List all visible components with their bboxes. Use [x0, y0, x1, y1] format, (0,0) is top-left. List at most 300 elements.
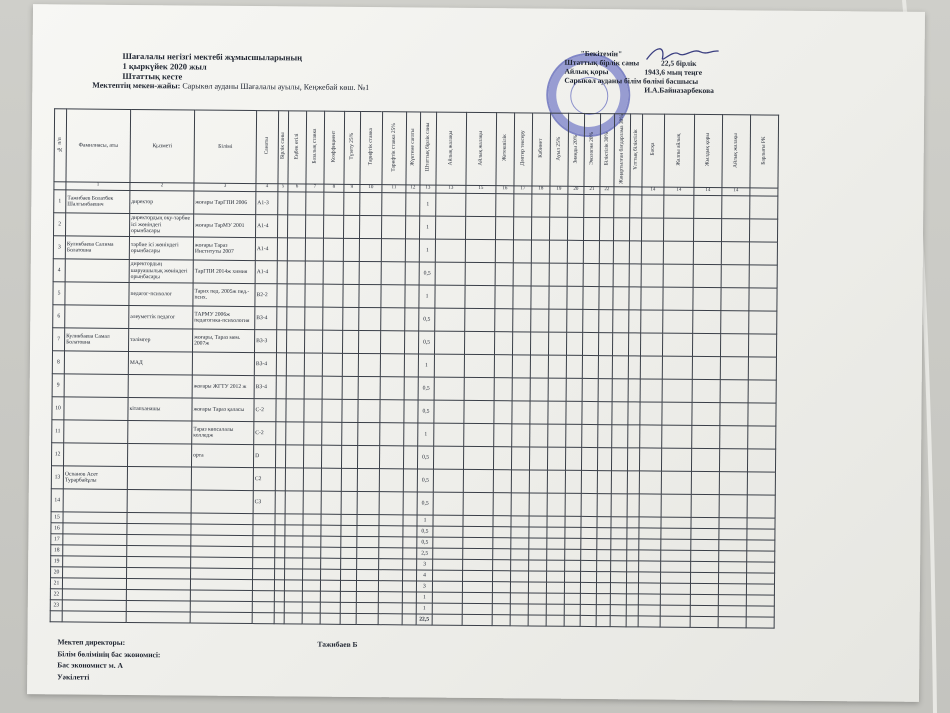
cell — [463, 570, 493, 581]
cell — [531, 240, 549, 263]
cell — [663, 218, 693, 241]
cell-category: В2-2 — [255, 284, 277, 307]
cell-name — [64, 351, 128, 375]
cell — [342, 399, 358, 422]
column-index-cell: 8 — [324, 184, 344, 192]
cell — [341, 468, 357, 491]
cell-position — [126, 579, 190, 591]
cell — [567, 286, 583, 309]
cell-n: 4 — [53, 259, 65, 282]
cell — [549, 240, 567, 263]
cell — [691, 539, 719, 550]
cell — [548, 378, 566, 401]
cell-position: директордың шаруашылық жөніндегі орынбасары — [129, 260, 193, 284]
cell — [275, 569, 285, 580]
cell — [322, 376, 342, 399]
cell — [693, 287, 721, 310]
cell — [465, 285, 495, 308]
cell-education: жоғары ТарМУ 2001 — [194, 214, 256, 238]
cell — [566, 424, 582, 447]
cell-name — [62, 589, 126, 601]
cell — [341, 536, 357, 547]
cell — [660, 583, 690, 594]
cell-position — [127, 524, 191, 536]
column-index-cell — [54, 182, 66, 190]
cell-name — [65, 259, 129, 283]
cell — [465, 239, 495, 262]
cell — [511, 538, 529, 549]
cell — [661, 517, 691, 528]
cell-education: Тарих пед. 2005ж пед.-псих. — [193, 283, 255, 307]
cell — [546, 604, 564, 615]
cell — [748, 403, 776, 426]
cell — [304, 376, 322, 399]
cell — [565, 538, 581, 549]
cell — [495, 309, 513, 332]
cell — [549, 263, 567, 286]
cell — [286, 353, 304, 376]
cell — [342, 353, 358, 376]
cell — [581, 471, 597, 494]
cell — [512, 401, 530, 424]
total-units: 22,5 — [416, 614, 432, 625]
cell — [597, 550, 611, 561]
cell — [379, 526, 403, 537]
cell — [357, 515, 379, 526]
column-index-cell: 11 — [382, 185, 406, 193]
cell-position: директор — [130, 191, 194, 215]
cell — [530, 355, 548, 378]
col-header-loaded-hours: Жүктеме сағаты — [406, 112, 421, 185]
cell — [405, 262, 419, 285]
cell — [512, 378, 530, 401]
cell — [286, 376, 304, 399]
cell — [379, 559, 403, 570]
cell — [303, 547, 321, 558]
cell-category: С-2 — [254, 422, 276, 445]
cell — [284, 591, 302, 602]
cell — [627, 494, 639, 517]
cell-category — [253, 569, 275, 580]
cell — [721, 219, 749, 242]
cell — [493, 470, 511, 493]
cell — [719, 518, 747, 529]
cell — [596, 594, 610, 605]
cell — [275, 547, 285, 558]
approval-line-4: Сарыкөл ауданы білім бөлімі басшысы — [564, 75, 699, 86]
header-line-3: Штаттық кесте — [122, 70, 183, 82]
cell — [627, 448, 639, 471]
cell — [531, 217, 549, 240]
cell-position — [126, 590, 190, 602]
cell — [582, 402, 598, 425]
cell — [513, 263, 531, 286]
cell — [583, 241, 599, 264]
col-header-allow-3: Кабинет — [532, 113, 551, 186]
cell — [463, 559, 493, 570]
cell — [405, 239, 419, 262]
cell-name — [62, 600, 126, 612]
cell-position — [127, 444, 191, 468]
cell — [548, 424, 566, 447]
cell-name: Тажибаев Болатбек Шалгынбаевич — [66, 190, 130, 214]
cell — [599, 310, 613, 333]
cell-units: 0,5 — [417, 492, 433, 515]
cell — [566, 355, 582, 378]
cell — [341, 514, 357, 525]
cell — [404, 354, 418, 377]
cell-name — [65, 282, 129, 306]
cell — [629, 310, 641, 333]
col-header-total-monthly: Жалпы айлық — [664, 114, 695, 187]
cell — [749, 311, 777, 334]
cell — [692, 379, 720, 402]
cell — [287, 307, 305, 330]
col-header-tariff-25: Тарифтік ставка 25% — [382, 112, 407, 185]
cell — [357, 526, 379, 537]
cell — [435, 262, 465, 285]
cell — [628, 425, 640, 448]
cell — [275, 525, 285, 536]
cell — [464, 400, 494, 423]
cell — [531, 263, 549, 286]
cell — [746, 573, 774, 584]
cell-education: жоғары ТарГПИ 2006 — [194, 191, 256, 215]
cell-name — [63, 443, 127, 467]
cell-units: 0,5 — [418, 331, 434, 354]
cell — [610, 605, 626, 616]
cell-position — [127, 467, 191, 491]
cell — [276, 376, 286, 399]
cell-name — [63, 534, 127, 546]
cell — [340, 580, 356, 591]
total-cell — [50, 611, 62, 622]
cell — [357, 570, 379, 581]
cell — [434, 377, 464, 400]
cell-n: 15 — [51, 512, 63, 523]
cell — [661, 550, 691, 561]
cell — [640, 333, 662, 356]
cell — [662, 356, 692, 379]
total-cell — [596, 616, 610, 627]
cell — [611, 528, 627, 539]
column-index-cell: 3 — [194, 183, 256, 192]
cell — [433, 548, 463, 559]
cell — [583, 218, 599, 241]
cell — [749, 265, 777, 288]
cell-n: 18 — [51, 545, 63, 556]
cell — [305, 307, 323, 330]
cell-units: 0,5 — [417, 446, 433, 469]
cell — [359, 216, 381, 239]
cell-education — [191, 524, 253, 536]
cell-education — [191, 546, 253, 558]
cell — [379, 492, 403, 515]
cell — [359, 285, 381, 308]
cell — [402, 592, 416, 603]
col-header-n: № п/п — [54, 109, 67, 182]
cell — [379, 548, 403, 559]
cell — [406, 193, 420, 216]
cell — [529, 516, 547, 527]
total-cell — [462, 614, 492, 625]
cell — [511, 516, 529, 527]
cell — [629, 241, 641, 264]
document-header — [92, 51, 369, 93]
cell — [492, 593, 510, 604]
cell — [565, 571, 581, 582]
cell — [512, 332, 530, 355]
cell-education — [191, 467, 253, 491]
cell — [275, 468, 285, 491]
column-index-cell: 13 — [436, 185, 466, 193]
total-cell — [356, 614, 378, 625]
cell — [276, 330, 286, 353]
cell-category — [253, 547, 275, 558]
cell — [322, 422, 342, 445]
school-address-value: Сарыкөл ауданы Шағалалы ауылы, Кеңжебай көш. №1 — [182, 81, 370, 93]
cell — [379, 570, 403, 581]
cell — [565, 549, 581, 560]
cell — [691, 550, 719, 561]
cell — [641, 287, 663, 310]
cell — [275, 491, 285, 514]
cell — [661, 539, 691, 550]
cell-units: 1 — [419, 239, 435, 262]
cell — [492, 582, 510, 593]
cell — [276, 353, 286, 376]
cell — [721, 288, 749, 311]
cell — [305, 261, 323, 284]
cell — [581, 517, 597, 528]
cell — [610, 583, 626, 594]
cell — [626, 583, 638, 594]
cell — [493, 447, 511, 470]
cell-position — [128, 375, 192, 399]
cell — [627, 517, 639, 528]
cell — [532, 194, 550, 217]
cell — [747, 495, 775, 518]
cell-name — [63, 556, 127, 568]
cell — [550, 194, 568, 217]
cell — [548, 332, 566, 355]
cell — [380, 377, 404, 400]
cell — [287, 284, 305, 307]
cell-n: 2 — [54, 213, 66, 236]
cell — [748, 357, 776, 380]
cell-n: 22 — [50, 589, 62, 600]
cell — [274, 602, 284, 613]
cell-n: 7 — [53, 328, 65, 351]
cell — [613, 310, 629, 333]
cell-education: ТАРМУ 2006ж педагогика-психология — [193, 306, 255, 330]
cell-n: 5 — [53, 282, 65, 305]
cell — [597, 517, 611, 528]
cell — [529, 538, 547, 549]
col-header-experience: Еңбек өтілі — [288, 111, 307, 184]
cell — [598, 379, 612, 402]
cell — [747, 562, 775, 573]
cell — [493, 549, 511, 560]
cell-position — [127, 546, 191, 558]
cell — [596, 583, 610, 594]
cell — [530, 332, 548, 355]
cell — [690, 583, 718, 594]
cell — [747, 551, 775, 562]
cell-name — [64, 420, 128, 444]
cell — [320, 602, 340, 613]
cell — [341, 547, 357, 558]
cell — [611, 561, 627, 572]
cell — [463, 537, 493, 548]
cell — [580, 583, 596, 594]
cell — [565, 493, 581, 516]
cell — [321, 536, 341, 547]
cell-units: 0,5 — [417, 469, 433, 492]
cell — [612, 356, 628, 379]
cell-education — [190, 579, 252, 591]
cell — [304, 399, 322, 422]
cell — [693, 218, 721, 241]
cell — [720, 334, 748, 357]
cell-n: 19 — [51, 556, 63, 567]
cell — [284, 602, 302, 613]
cell — [288, 192, 306, 215]
cell — [662, 402, 692, 425]
col-header-allow-1: Жетекшілік — [496, 113, 515, 186]
cell — [531, 286, 549, 309]
cell — [547, 560, 565, 571]
cell — [660, 605, 690, 616]
cell — [492, 604, 510, 615]
cell — [323, 215, 343, 238]
cell — [321, 558, 341, 569]
cell — [598, 402, 612, 425]
cell — [746, 606, 774, 617]
cell — [305, 238, 323, 261]
cell — [513, 286, 531, 309]
cell — [511, 447, 529, 470]
cell — [379, 446, 403, 469]
cell — [495, 217, 513, 240]
cell — [277, 238, 287, 261]
cell — [465, 262, 495, 285]
cell-n: 12 — [51, 443, 63, 466]
col-header-raise: Түзету 25% — [344, 111, 361, 184]
cell — [611, 471, 627, 494]
cell — [381, 216, 405, 239]
cell — [611, 517, 627, 528]
cell — [275, 514, 285, 525]
cell — [285, 491, 303, 514]
cell — [549, 217, 567, 240]
cell — [286, 399, 304, 422]
cell — [719, 449, 747, 472]
cell-position — [127, 513, 191, 525]
cell-name — [63, 512, 127, 524]
cell-n: 16 — [51, 523, 63, 534]
cell — [638, 583, 660, 594]
cell-units: 1 — [417, 515, 433, 526]
column-index-cell: 15 — [466, 185, 496, 193]
cell — [378, 592, 402, 603]
cell — [432, 581, 462, 592]
cell-education: жоғары Тараз Институты 2007 — [193, 237, 255, 261]
cell — [719, 529, 747, 540]
cell — [599, 218, 613, 241]
cell — [529, 560, 547, 571]
cell — [547, 549, 565, 560]
cell-education — [191, 535, 253, 547]
approval-fund-value: 1943,6 мың теңге — [644, 67, 703, 77]
cell — [303, 514, 321, 525]
cell — [660, 572, 690, 583]
cell — [720, 357, 748, 380]
cell-units: 0,5 — [419, 308, 435, 331]
cell — [513, 240, 531, 263]
col-header-allow-5: Зиянды 20% — [568, 113, 585, 186]
cell — [510, 593, 528, 604]
total-cell — [284, 613, 302, 624]
cell — [529, 493, 547, 516]
cell-category: А1-4 — [255, 215, 277, 238]
approval-line-5: И.А.Байназарбекова — [644, 85, 714, 96]
cell — [275, 558, 285, 569]
cell — [320, 580, 340, 591]
cell — [320, 591, 340, 602]
cell — [661, 471, 691, 494]
cell — [285, 569, 303, 580]
cell — [493, 527, 511, 538]
total-cell — [402, 614, 416, 625]
cell — [494, 401, 512, 424]
cell — [322, 353, 342, 376]
cell — [463, 548, 493, 559]
col-header-allow-4: Ауыл 25% — [550, 113, 569, 186]
cell-education — [191, 568, 253, 580]
cell-n: 9 — [52, 374, 64, 397]
cell — [663, 241, 693, 264]
cell — [403, 537, 417, 548]
cell — [511, 493, 529, 516]
cell — [404, 377, 418, 400]
cell — [462, 581, 492, 592]
cell — [640, 356, 662, 379]
cell — [304, 353, 322, 376]
cell — [529, 447, 547, 470]
cell-position — [127, 557, 191, 569]
column-index-cell: 16 — [496, 186, 514, 194]
cell-name — [63, 489, 127, 513]
cell — [567, 309, 583, 332]
cell-category — [253, 514, 275, 525]
cell — [379, 537, 403, 548]
cell-category: В3-4 — [254, 376, 276, 399]
cell — [463, 515, 493, 526]
cell — [581, 550, 597, 561]
table-header-row — [54, 109, 779, 188]
cell-category: С2 — [253, 468, 275, 491]
cell — [691, 517, 719, 528]
cell — [510, 582, 528, 593]
cell — [403, 570, 417, 581]
cell — [380, 400, 404, 423]
cell-n: 10 — [52, 397, 64, 420]
department-label: Білім бөлімінің бас экономисі: — [57, 648, 161, 659]
cell-position — [126, 601, 190, 613]
column-index-cell: 17 — [514, 186, 532, 194]
cell — [582, 356, 598, 379]
